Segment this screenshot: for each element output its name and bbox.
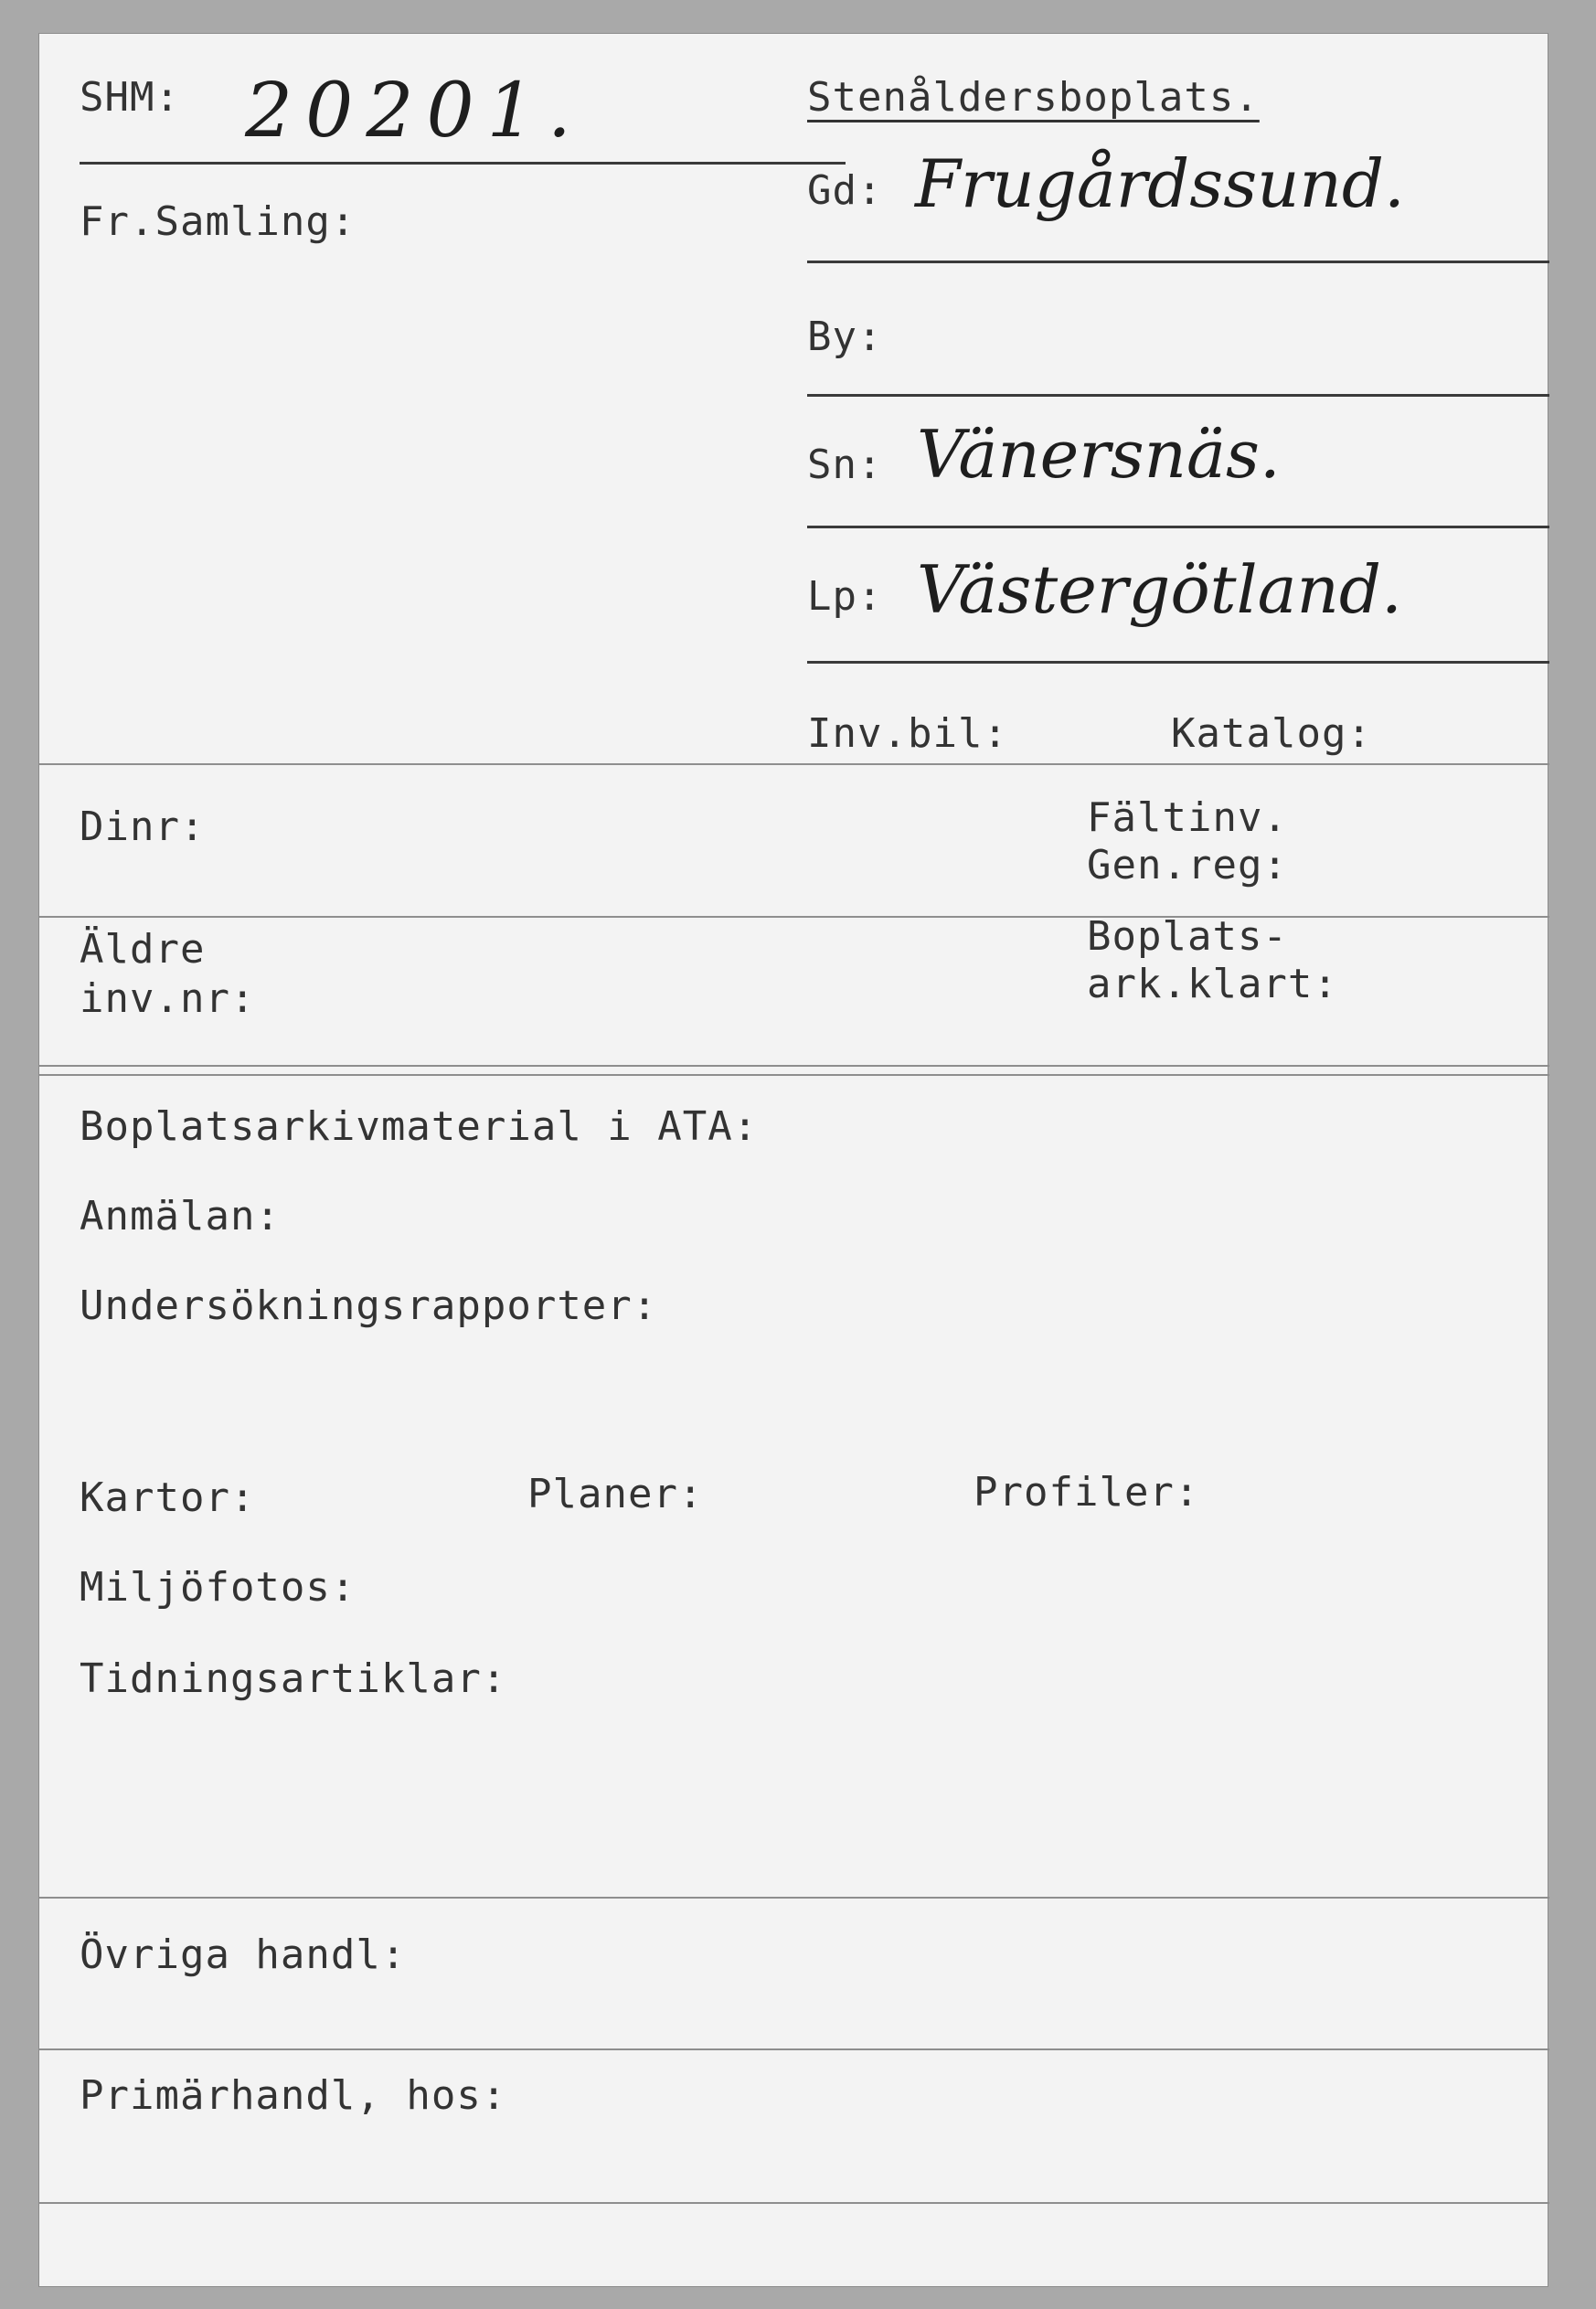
divider-2 [39,916,1549,918]
boplats-label: Boplats- [1087,913,1288,960]
gd-value: Frugårdssund. [915,145,1405,222]
sn-value: Vänersnäs. [917,416,1281,493]
inv-nr-label: inv.nr: [80,975,256,1022]
by-label: By: [807,314,883,360]
gd-line [807,261,1549,263]
divider-1 [39,763,1549,765]
kartor-label: Kartor: [80,1474,256,1521]
divider-3b [39,1074,1549,1076]
by-line [807,394,1549,397]
aldre-label: Äldre [80,926,206,973]
divider-6 [39,2202,1549,2204]
planer-label: Planer: [527,1471,704,1517]
primar-label: Primärhandl, hos: [80,2072,507,2119]
lp-line [807,661,1549,664]
lp-label: Lp: [807,573,883,620]
sn-label: Sn: [807,442,883,488]
ark-klart-label: ark.klart: [1087,961,1338,1007]
profiler-label: Profiler: [974,1469,1200,1516]
faltinv-label: Fältinv. [1087,794,1288,841]
divider-3a [39,1065,1549,1067]
inv-bil-label: Inv.bil: [807,710,1008,757]
gen-reg-label: Gen.reg: [1087,842,1288,888]
miljofotos-label: Miljöfotos: [80,1564,356,1611]
katalog-label: Katalog: [1171,710,1372,757]
tidning-label: Tidningsartiklar: [80,1655,507,1702]
shm-number: 20201. [245,68,584,154]
catalog-card [38,33,1548,2287]
dinr-label: Dinr: [80,803,206,850]
anmalan-label: Anmälan: [80,1193,281,1240]
gd-label: Gd: [807,167,883,214]
boplatsarkiv-label: Boplatsarkivmaterial i ATA: [80,1103,759,1150]
fr-samling-label: Fr.Samling: [80,198,356,245]
lp-value: Västergötland. [917,551,1402,628]
sn-line [807,526,1549,528]
undersokning-label: Undersökningsrapporter: [80,1282,658,1329]
divider-5 [39,2048,1549,2050]
ovriga-label: Övriga handl: [80,1931,407,1978]
card-heading: Stenåldersboplats. [807,74,1260,121]
shm-underline [80,162,846,165]
divider-4 [39,1897,1549,1899]
shm-label: SHM: [80,74,180,121]
